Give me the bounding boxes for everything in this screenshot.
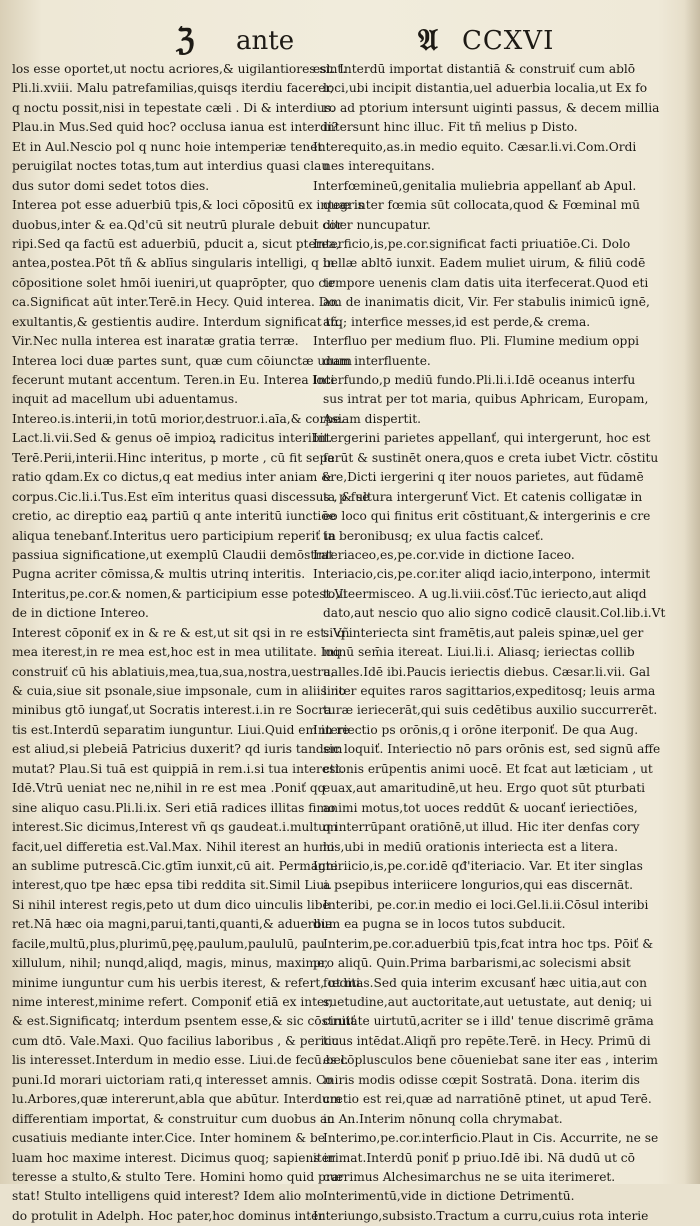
text-line: est aliud,si plebeiā Patricius duxerit? qd iuris tandem xyxy=(12,742,343,757)
text-line: dum interfluente. xyxy=(323,353,431,368)
text-line: ro ad ptorium intersunt uiginti passus, & decem millia xyxy=(323,100,660,115)
right-text-column xyxy=(313,60,666,1226)
text-line: tempore uenenis clam datis uita iterfecerat.Quod eti xyxy=(323,275,649,290)
text-line: Interiungo,subsisto.Tractum a curru,cuius rota interie xyxy=(313,1208,649,1223)
text-line: nime interest,minime refert. Componiť etiā ex inter, xyxy=(12,995,333,1009)
text-line: Interitus,pe.cor.& nomen,& participium esse potest.Vi xyxy=(12,586,347,601)
text-line: peruigilat noctes totas,tum aut interdius quasi clau xyxy=(12,159,330,174)
text-line: Plau.in Mus.Sed quid hoc? occlusa ianua est interdi? xyxy=(12,120,339,135)
signature-mark-right: 𝔄 xyxy=(418,23,438,58)
running-header xyxy=(0,25,700,59)
text-line: Interim,pe.cor.aduerbiū tpis,fcat intra hoc tps. Pōiť & xyxy=(323,936,654,951)
text-line: aliqua tenebanť.Interitus uero participium reperiť in xyxy=(12,528,336,543)
text-line: puni.Id morari uictoriam rati,q interesset amnis. Co xyxy=(12,1072,333,1087)
text-line: stat! Stulto intelligens quid interest? Idem alio mo xyxy=(12,1189,324,1204)
text-line: antea,postea.Pōt tñ & ablīus singularis intelligi, q in xyxy=(12,256,335,271)
text-line: Interfœmineū,genitalia muliebria appellanť ab Apul. xyxy=(313,178,637,193)
text-line: Interimentū,vide in dictione Detrimentū. xyxy=(323,1189,575,1204)
text-line: los,ubi in mediū orationis interiecta est a litera. xyxy=(323,839,618,854)
text-line: mea iterest,in re mea est,hoc est in mea utilitate. Ioq xyxy=(12,645,341,660)
text-line: Interea pot esse aduerbiū tpis,& loci cōpositū ex integris xyxy=(12,198,365,213)
text-line: Interimo,pe.cor.interficio.Plaut in Cis. Accurrite, ne se xyxy=(323,1131,659,1146)
text-line: ere,Dicti iergerini q iter nouos parietes, aut fūdamē xyxy=(323,470,644,485)
text-line: loci,ubi incipit distantia,uel aduerbia localia,ut Ex fo xyxy=(323,81,648,96)
text-line: ca.Significat aūt inter.Terē.in Hecy. Quid interea. Do. xyxy=(12,295,340,310)
running-head-word: ante xyxy=(236,26,295,56)
text-line: ratio qdam.Ex co dictus,q eat medius inter aniam & xyxy=(12,470,332,485)
page-edge-shadow xyxy=(684,0,700,1184)
text-line: ret.Nā hæc oia magni,parui,tanti,quanti,& aduerbia xyxy=(12,917,333,932)
text-line: pro aliqū. Quin.Prima barbarismi,ac solecismi absit xyxy=(313,956,631,971)
text-line: Interequito,as.in medio equito. Cæsar.li.vi.Com.Ordi xyxy=(313,139,637,154)
text-line: ferūt & sustinēt onera,quos e creta iubet Victr. cōstitu xyxy=(323,450,659,465)
text-line: Interest cōponiť ex in & re & est,ut sit qsi in re est. Vñ xyxy=(12,625,350,640)
text-line: cum dtō. Vale.Maxi. Quo facilius laboribus , & pericu xyxy=(12,1033,340,1048)
text-line: dum ea pugna se in locos tutos subducit. xyxy=(313,917,566,932)
folio-number: CCXVI xyxy=(462,26,555,56)
text-line: duobus,inter & ea.Qd'cū sit neutrū plurale debuit cor xyxy=(12,217,343,232)
text-line: fœditas.Sed quia interim excusanť hæc uitia,aut con xyxy=(323,975,647,990)
text-line: Interiacio,cis,pe.cor.iter aliqd iacio,interpono, intermit xyxy=(313,567,651,582)
text-line: Interiectio ps orōnis,q i orōne iterponiť. De qua Aug. xyxy=(313,722,639,737)
text-line: ualles.Idē ibi.Paucis ieriectis diebus. Cæsar.li.vii. Gal xyxy=(323,664,651,679)
text-line: fecerunt mutant accentum. Teren.in Eu. Interea loci xyxy=(12,373,335,387)
text-line: Interficio,is,pe.cor.significat facti priuatiōe.Ci. Dolo xyxy=(313,236,631,251)
text-line: eo loco qui finitus erit cōstituant,& intergerinis e cre xyxy=(323,509,651,524)
text-line: dus sutor domi sedet totos dies. xyxy=(12,178,210,193)
text-line: do protulit in Adelph. Hoc pater,hoc dominus inter xyxy=(12,1208,325,1223)
text-line: inquit ad macellum ubi aduentamus. xyxy=(12,392,239,407)
signature-mark-left: ℨ xyxy=(176,23,195,58)
text-line: passiua significatione,ut exemplū Claudii demōstrat xyxy=(12,547,334,562)
text-line: atq; interfice messes,id est perde,& crema. xyxy=(323,314,591,329)
text-line: minime iunguntur cum his uerbis iterest, & refert, ut mi xyxy=(12,975,361,990)
text-line: corpus.Cic.li.i.Tus.Est eīm interitus quasi discessus , & se xyxy=(12,489,370,504)
text-line: intersunt hinc illuc. Fit tñ melius p Disto. xyxy=(323,120,578,135)
text-line: euax,aut amaritudinē,ut heu. Ergo quot sūt pturbati xyxy=(323,781,646,796)
text-line: luam hoc maxime interest. Dicimus quoq; sapiens in xyxy=(12,1150,336,1165)
text-line: currimus Alchesimarchus ne se uita iterimeret. xyxy=(323,1169,616,1184)
text-line: tis est.Interdū separatim iunguntur. Liui.Quid em in re xyxy=(12,722,350,737)
text-line: ta p fultura intergerunť Vict. Et catenis colligatæ in xyxy=(323,489,643,504)
text-line: cōpositione solet hmōi iueniri,ut quaprōpter, quo cir xyxy=(12,275,335,290)
text-line: facit,uel differetia est.Val.Max. Nihil iterest an humi xyxy=(12,839,335,854)
text-line: interest.Sic dicimus,Interest vñ qs gaudeat.i.multum xyxy=(12,820,338,835)
text-line: de in dictione Intereo. xyxy=(12,606,149,621)
text-line: Interibi, pe.cor.in medio ei loci.Gel.li.ii.Cōsul interibi xyxy=(323,897,649,912)
text-line: diter nuncupatur. xyxy=(323,217,431,232)
text-line: bellæ abltō iunxit. Eadem muliet uirum, & filiū codē xyxy=(323,256,646,271)
text-line: minibus gtō iungať,ut Socratis interest.i.in re Socra xyxy=(12,703,332,718)
text-line: q interrūpant oratiōnē,ut illud. Hic iter denfas cory xyxy=(323,820,640,835)
text-line: interest,quo tpe hæc epsa tibi reddita sit.Simil Liui. xyxy=(12,878,332,893)
text-line: iterimat.Interdū poniť p priuo.Idē ibi. Nā dudū ut cō xyxy=(313,1150,635,1165)
text-line: quæ inter fœmia sūt collocata,quod & Fœminal mū xyxy=(323,198,640,213)
text-line: Interiicio,is,pe.cor.idē qđ'iteriacio. Var. Et iter singlas xyxy=(313,858,643,873)
text-line: a psepibus interiicere longurios,qui eas discernāt. xyxy=(323,878,633,893)
text-line: Interfluo per medium fluo. Pli. Flumine medium oppi xyxy=(313,334,640,349)
text-line: in An.Interim nōnunq colla chrymabat. xyxy=(323,1111,563,1126)
text-line: construiť cū his ablatiuis,mea,tua,sua,nostra,uestra, xyxy=(12,664,335,679)
text-line: ctionis erūpentis animi uocē. Et fcat aut læticiam , ut xyxy=(323,761,653,776)
text-line: nes interequitans. xyxy=(323,159,435,174)
text-line: es cōplusculos bene cōueniebat sane iter eas , interim xyxy=(323,1053,658,1068)
text-line: minū sem̄ia itereat. Liui.li.i. Aliasq; ieriectas collib xyxy=(323,645,635,660)
text-line: li iter equites raros sagittarios,expeditosq; leuis arma xyxy=(323,684,656,698)
text-line: Terē.Perii,interii.Hinc interitus, p morte , cū fit sepa xyxy=(12,450,335,465)
text-line: Idē.Vtrū ueniat nec ne,nihil in re est mea .Poniť qq xyxy=(12,781,326,796)
text-line: xillulum, nihil; nunqd,aliqd, magis, minus, maxime, xyxy=(12,956,329,971)
text-line: sus intrat per tot maria, quibus Aphricam, Europam, xyxy=(323,392,649,407)
text-line: cusatiuis mediante inter.Cice. Inter hominem & be xyxy=(12,1131,326,1146)
text-line: cinitate uirtutū,acriter se i illd' tenue discrimē grāma xyxy=(323,1014,654,1029)
text-line: facile,multū,plus,plurimū,pęę,paulum,paululū, pau xyxy=(12,936,325,951)
text-line: Et in Aul.Nescio pol q nunc hoie intemperiæ tenet xyxy=(12,139,323,154)
text-line: los esse oportet,ut noctu acriores,& uigilantiores sint. xyxy=(12,62,347,76)
text-line: sine aliquo casu.Pli.li.ix. Seri etiā radices illitas fimo xyxy=(12,800,336,815)
text-line: Intergerini parietes appellanť, qui intergerunt, hoc est xyxy=(313,431,651,446)
text-line: ticus intēdat.Aliqñ pro repēte.Terē. in Hecy. Primū di xyxy=(323,1033,651,1048)
text-line: lis interesset.Interdum in medio esse. Liui.de fecū.bel. xyxy=(12,1053,349,1068)
text-line: miris modis odisse cœpit Sostratā. Dona. iterim dis xyxy=(323,1072,640,1087)
text-line: Intereo.is.interii,in totū morior,destruor.i.aīa,& corpe. xyxy=(12,411,345,426)
text-line: si q interiecta sint framētis,aut paleis spinæ,uel ger xyxy=(323,625,644,640)
text-line: Interiaceo,es,pe.cor.vide in dictione Iaceo. xyxy=(313,547,575,562)
text-line: cretio, ac direptio eaꝝ partiū q ante interitū iunctiōe xyxy=(12,509,336,524)
text-line: Vir.Nec nulla interea est inaratæ gratia terræ. xyxy=(12,334,299,349)
text-line: Si nihil interest regis,peto ut dum dico uinculis libe xyxy=(12,897,330,912)
text-line: Lact.li.vii.Sed & genus oē impioꝝ radicitus interibit. xyxy=(12,431,333,446)
text-line: to,iteermisceo. A ug.li.viii.cōsť.Tūc ieriecto,aut aliqd xyxy=(323,586,647,601)
text-line: teresse a stulto,& stulto Tere. Homini homo quid præ xyxy=(12,1169,344,1184)
text-line: animi motus,tot uoces reddūt & uocanť ieriectiōes, xyxy=(323,800,638,815)
text-line: am de inanimatis dicit, Vir. Fer stabulis inimicū ignē, xyxy=(323,295,650,310)
text-line: sic loquiť. Interiectio nō pars orōnis est, sed signū affe xyxy=(323,742,661,757)
text-line: Interfundo,p mediū fundo.Pli.li.i.Idē oceanus interfu xyxy=(313,373,636,387)
text-line: Interea loci duæ partes sunt, quæ cum cōiunctæ unam xyxy=(12,353,352,368)
text-line: lu.Arbores,quæ intererunt,abla que abūtur. Interdum xyxy=(12,1092,342,1107)
text-line: Pugna acriter cōmissa,& multis utrinq interitis. xyxy=(12,567,306,582)
text-line: differentiam importat, & construitur cum duobus ac xyxy=(12,1111,335,1126)
text-line: est. Interdū importat distantiā & construiť cum ablō xyxy=(313,62,636,76)
text-line: Pli.li.xviii. Malu patrefamilias,quisqs iterdiu facerer, xyxy=(12,81,334,96)
text-line: turæ ieriecerāt,qui suis cedētibus auxilio succurrerēt. xyxy=(323,703,658,718)
text-line: an sublime putrescā.Cic.gtīm iunxit,cū ait. Permagni xyxy=(12,858,338,873)
text-line: Asiam dispertit. xyxy=(323,411,422,426)
text-line: ta beronibusq; ex ulua factis calceť. xyxy=(323,528,544,543)
text-line: ripi.Sed qa factū est aduerbiū, pducit a, sicut pterea, xyxy=(12,236,340,251)
text-line: mutat? Plau.Si tuā est quippiā in rem.i.si tua interest. xyxy=(12,761,345,776)
text-line: q noctu possit,nisi in tepestate cæli . Di & interdius. xyxy=(12,100,335,115)
text-line: & est.Significatq; interdum psentem esse,& sic cōstruiť xyxy=(12,1014,356,1029)
left-text-column xyxy=(12,60,370,1226)
text-line: cretio est rei,quæ ad narratiōnē ptinet, ut apud Terē. xyxy=(323,1092,652,1107)
text-line: dato,aut nescio quo alio signo codicē clausit.Col.lib.i.Vt xyxy=(323,606,666,621)
text-line: & cuia,siue sit psonale,siue impsonale, cum in aliis no xyxy=(12,684,346,698)
text-line: exultantis,& gestientis audire. Interdum significat tñ. xyxy=(12,314,343,329)
text-line: suetudine,aut auctoritate,aut uetustate, aut deniq; ui xyxy=(323,995,652,1009)
